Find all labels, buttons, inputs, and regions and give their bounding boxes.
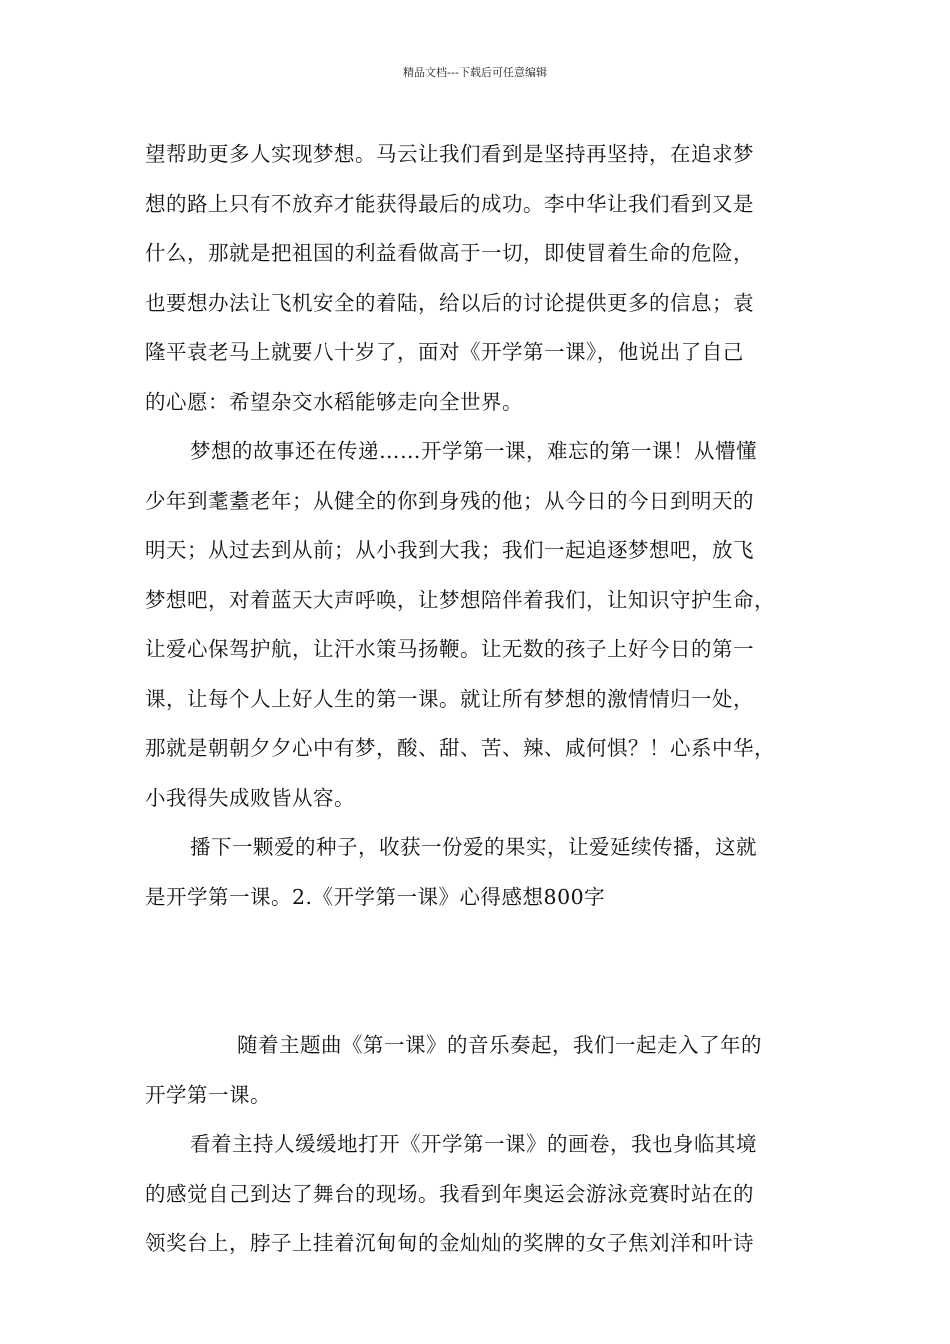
- text-line: 的感觉自己到达了舞台的现场。我看到年奥运会游泳竞赛时站在的: [145, 1181, 754, 1206]
- text-line: 隆平袁老马上就要八十岁了，面对《开学第一课》，他说出了自己: [145, 340, 744, 364]
- text-line: 望帮助更多人实现梦想。马云让我们看到是坚持再坚持，在追求梦: [145, 142, 754, 166]
- text-line: 课，让每个人上好人生的第一课。就让所有梦想的激情情归一处，: [145, 686, 754, 711]
- text-line: 让爱心保驾护航，让汗水策马扬鞭。让无数的孩子上好今日的第一: [145, 637, 754, 661]
- page-header: 精品文档---下载后可任意编辑: [403, 66, 547, 79]
- text-line: 那就是朝朝夕夕心中有梦，酸、甜、苦、辣、咸何惧？！心系中华，: [145, 736, 775, 760]
- text-line: 想的路上只有不放弃才能获得最后的成功。李中华让我们看到又是: [145, 191, 754, 216]
- paragraph-start-line: 随着主题曲《第一课》的音乐奏起，我们一起走入了年的: [237, 1033, 762, 1057]
- text-line: 梦想吧，对着蓝天大声呼唤，让梦想陪伴着我们，让知识守护生命，: [145, 587, 775, 612]
- text-line: 是开学第一课。2.《开学第一课》心得感想800字: [145, 884, 606, 909]
- paragraph-start-line: 梦想的故事还在传递……开学第一课，难忘的第一课！从懵懂: [190, 439, 757, 463]
- text-line: 开学第一课。: [145, 1082, 271, 1107]
- text-line: 少年到耄耋老年；从健全的你到身残的他；从今日的今日到明天的: [145, 488, 754, 513]
- paragraph-start-line: 播下一颗爱的种子，收获一份爱的果实，让爱延续传播，这就: [190, 835, 757, 859]
- text-line: 小我得失成败皆从容。: [145, 785, 355, 810]
- text-line: 明天；从过去到从前；从小我到大我；我们一起追逐梦想吧，放飞: [145, 538, 754, 562]
- blank-spacer: [145, 922, 821, 1021]
- text-line: 什么，那就是把祖国的利益看做高于一切，即使冒着生命的危险，: [145, 241, 754, 265]
- text-line: 的心愿：希望杂交水稻能够走向全世界。: [145, 389, 523, 414]
- text-line: 也要想办法让飞机安全的着陆，给以后的讨论提供更多的信息；袁: [145, 290, 754, 315]
- document-body: [145, 130, 821, 1269]
- paragraph-start-line: 看着主持人缓缓地打开《开学第一课》的画卷，我也身临其境: [190, 1132, 757, 1156]
- text-line: 领奖台上，脖子上挂着沉甸甸的金灿灿的奖牌的女子焦刘洋和叶诗: [145, 1231, 754, 1255]
